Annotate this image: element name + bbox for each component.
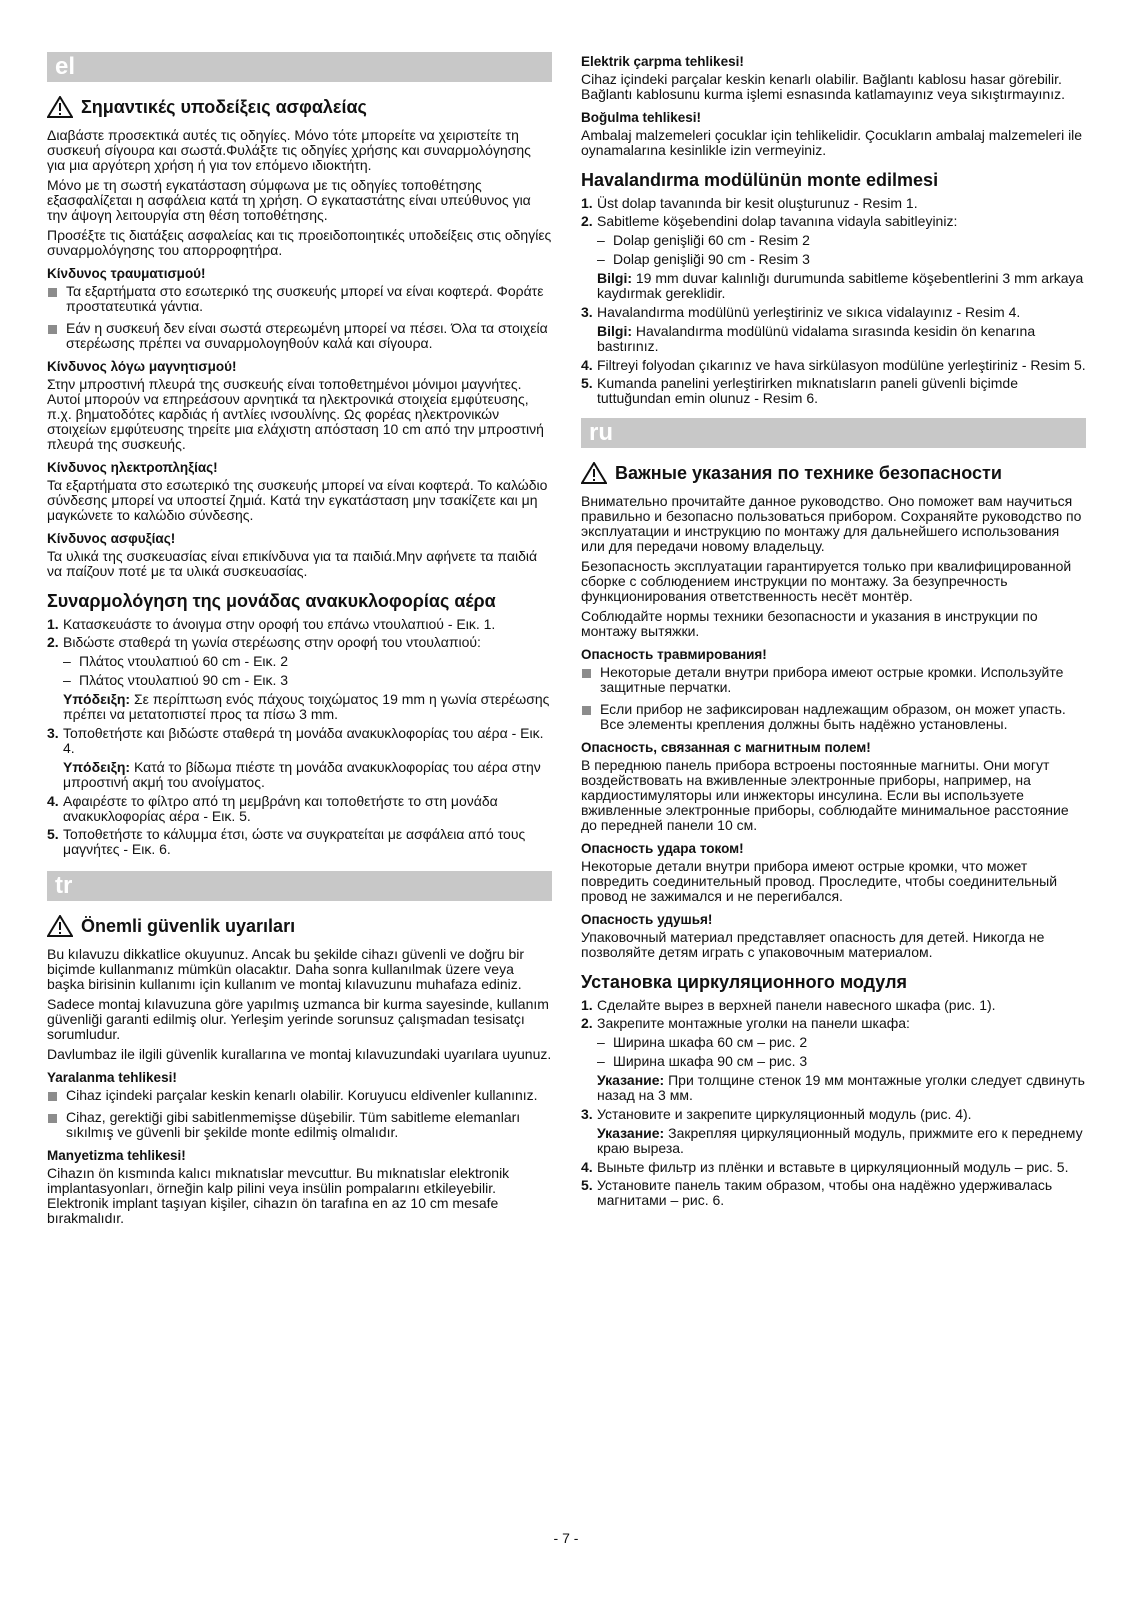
ru-step-2 <box>581 1016 1086 1031</box>
tr-intro-3: Davlumbaz ile ilgili güvenlik kurallarına ve montaj kılavuzundaki uyarılara uyunuz. <box>47 1046 552 1062</box>
ru-step-5 <box>581 1178 1086 1208</box>
left-column <box>47 52 552 1231</box>
ru-shock-text: Некоторые детали внутри прибора имеют острые кромки, что может повредить соединительный провод. Проследите, чтобы соединительный провод не зажимался и не перегибался. <box>581 858 1058 904</box>
el-magnet-text: Στην μπροστινή πλευρά της συσκευής είναι τοποθετημένοι μόνιμοι μαγνήτες. Αυτοί μπορούν να επηρεάσουν αρνητικά τα ηλεκτρονικά στοιχεία εμφύτευσης, π.χ. βηματοδότες καρδιάς ή αντλίες ινσουλίνης. Ως φορέας ηλεκτρονικών στοιχείων εμφύτευσης τηρείτε μια ελάχιστη απόσταση 10 cm από την μπροστινή πλευρά της συσκευής. <box>47 376 544 452</box>
dash-text: Dolap genişliği 60 cm - Resim 2 <box>613 232 810 248</box>
tr-intro-2: Sadece montaj kılavuzuna göre yapılmış uzmanca bir kurma sayesinde, kullanım güvenliği garanti edilmiş olur. Yerleşim yerinde sorunsuz çalışmadan tesisatçı sorumludur. <box>47 996 549 1042</box>
ru-note-1 <box>597 1073 1086 1103</box>
ru-intro-3: Соблюдайте нормы техники безопасности и указания в инструкции по монтажу вытяжки. <box>581 608 1038 639</box>
el-injury-bullet-1 <box>47 284 552 314</box>
tr-injury-title: Yaralanma tehlikesi! <box>47 1070 177 1085</box>
step-text: Установите панель таким образом, чтобы она надёжно удерживалась магнитами – рис. 6. <box>597 1177 1053 1208</box>
step-text: Выньте фильтр из плёнки и вставьте в циркуляционный модуль – рис. 5. <box>597 1159 1069 1175</box>
step-text: Сделайте вырез в верхней панели навесного шкафа (рис. 1). <box>597 997 996 1013</box>
ru-intro-1: Внимательно прочитайте данное руководство. Оно поможет вам научиться правильно и безопасно пользоваться прибором. Сохраняйте руководство по эксплуатации и инструкцию по монтажу для дальнейшего использования или для передачи новому владельцу. <box>581 493 1082 554</box>
dash-mark: – <box>63 653 71 669</box>
step-text: Kumanda panelini yerleştirirken mıknatısların paneli güvenli biçimde tuttuğundan emin olunuz - Resim 6. <box>597 375 1018 406</box>
note-text: Havalandırma modülünü vidalama sırasında kesidin ön kenarına bastırınız. <box>597 323 1036 354</box>
note-text: Σε περίπτωση ενός πάχους τοιχώματος 19 mm η γωνία στερέωσης πρέπει να μετατοπιστεί προς τα πίσω 3 mm. <box>63 691 550 722</box>
el-step-4 <box>47 794 552 824</box>
tr-assembly-title: Havalandırma modülünün monte edilmesi <box>581 170 939 190</box>
ru-magnet-text: В переднюю панель прибора встроены постоянные магниты. Они могут воздействовать на вживленные электронные приборы, например, на кардиостимуляторы или инжекторы инсулина. Если вы используете вживленные электронные приборы, соблюдайте минимальное расстояние до передней панели 10 см. <box>581 757 1069 833</box>
step-number: 4. <box>581 357 593 373</box>
step-number: 4. <box>581 1159 593 1175</box>
ru-step-1 <box>581 998 1086 1013</box>
el-dash-1 <box>63 653 552 669</box>
el-step-2 <box>47 635 552 650</box>
step-text: Üst dolap tavanında bir kesit oluşturunuz - Resim 1. <box>597 195 918 211</box>
ru-suffocation-title: Опасность удушья! <box>581 912 713 927</box>
el-shock-text: Τα εξαρτήματα στο εσωτερικό της συσκευής μπορεί να είναι κοφτερά. Το καλώδιο σύνδεσης μπορεί να υποστεί ζημιά. Κατά την εγκατάσταση μην τσακίζετε και μη μαγκώνετε το καλώδιο σύνδεσης. <box>47 477 548 523</box>
bullet-text: Cihaz, gerektiği gibi sabitlenmemişse düşebilir. Tüm sabitleme elemanları sıkılmış ve güvenli bir şekilde monte edilmiş olmalıdır. <box>66 1109 521 1140</box>
dash-mark: – <box>63 672 71 688</box>
el-injury-title: Κίνδυνος τραυματισμού! <box>47 266 206 281</box>
dash-text: Πλάτος ντουλαπιού 90 cm - Εικ. 3 <box>79 672 289 688</box>
step-number: 5. <box>47 826 59 842</box>
tr-step-2 <box>581 214 1086 229</box>
ru-step-3 <box>581 1107 1086 1122</box>
tr-injury-bullet-1 <box>47 1088 552 1103</box>
step-text: Установите и закрепите циркуляционный модуль (рис. 4). <box>597 1106 972 1122</box>
el-step-5 <box>47 827 552 857</box>
step-number: 2. <box>47 634 59 650</box>
note-text: Закрепляя циркуляционный модуль, прижмите его к переднему краю выреза. <box>597 1125 1083 1156</box>
ru-step-4 <box>581 1160 1086 1175</box>
dash-mark: – <box>597 1034 605 1050</box>
bullet-text: Если прибор не зафиксирован надлежащим образом, он может упасть. Все элементы крепления должны быть надёжно установлены. <box>600 701 1066 732</box>
step-text: Закрепите монтажные уголки на панели шкафа: <box>597 1015 910 1031</box>
tr-step-5 <box>581 376 1086 406</box>
ru-injury-bullet-1 <box>581 665 1086 695</box>
tr-shock-text: Cihaz içindeki parçalar keskin kenarlı olabilir. Bağlantı kablosu hasar görebilir. Bağlantı kablosunu kurma işlemi esnasında katlamayınız veya sıkıştırmayınız. <box>581 71 1065 102</box>
step-text: Αφαιρέστε το φίλτρο από τη μεμβράνη και τοποθετήστε το στη μονάδα ανακυκλοφορίας αέρα - Εικ. 5. <box>63 793 498 824</box>
el-note-1 <box>63 692 552 722</box>
el-step-3 <box>47 726 552 756</box>
step-text: Βιδώστε σταθερά τη γωνία στερέωσης στην οροφή του ντουλαπιού: <box>63 634 481 650</box>
tr-note-2 <box>597 324 1086 354</box>
step-number: 3. <box>581 304 593 320</box>
ru-injury-bullet-2 <box>581 702 1086 732</box>
bullet-text: Τα εξαρτήματα στο εσωτερικό της συσκευής μπορεί να είναι κοφτερά. Φοράτε προστατευτικά γάντια. <box>66 283 544 314</box>
ru-dash-1 <box>597 1034 1086 1050</box>
note-label: Υπόδειξη: <box>63 691 131 707</box>
bullet-square-icon <box>48 288 57 297</box>
step-text: Τοποθετήστε το κάλυμμα έτσι, ώστε να συγκρατείται με ασφάλεια από τους μαγνήτες - Εικ. 6. <box>63 826 526 857</box>
step-text: Sabitleme köşebendini dolap tavanına vidayla sabitleyiniz: <box>597 213 958 229</box>
bullet-text: Некоторые детали внутри прибора имеют острые кромки. Используйте защитные перчатки. <box>600 664 1064 695</box>
note-text: При толщине стенок 19 мм монтажные уголки следует сдвинуть назад на 3 мм. <box>597 1072 1085 1103</box>
step-number: 4. <box>47 793 59 809</box>
note-label: Указание: <box>597 1125 665 1141</box>
step-number: 2. <box>581 213 593 229</box>
page-number: - 7 - <box>553 1530 579 1546</box>
dash-text: Ширина шкафа 90 см – рис. 3 <box>613 1053 808 1069</box>
ru-suffocation-text: Упаковочный материал представляет опасность для детей. Никогда не позволяйте детям играть с упаковочным материалом. <box>581 929 1045 960</box>
el-suffocation-title: Κίνδυνος ασφυξίας! <box>47 531 176 546</box>
tr-safety-heading <box>47 915 552 937</box>
bullet-square-icon <box>48 325 57 334</box>
note-text: 19 mm duvar kalınlığı durumunda sabitleme köşebentlerini 3 mm arkaya kaydırmak gereklidir. <box>597 270 1084 301</box>
ru-magnet-title: Опасность, связанная с магнитным полем! <box>581 740 871 755</box>
note-label: Указание: <box>597 1072 665 1088</box>
el-dash-2 <box>63 672 552 688</box>
dash-mark: – <box>597 1053 605 1069</box>
el-assembly-title: Συναρμολόγηση της μονάδας ανακυκλοφορίας αέρα <box>47 591 496 611</box>
note-label: Bilgi: <box>597 323 632 339</box>
tr-magnet-title: Manyetizma tehlikesi! <box>47 1148 186 1163</box>
right-column <box>581 54 1086 1211</box>
warning-icon <box>47 96 73 118</box>
bullet-square-icon <box>48 1114 57 1123</box>
tr-injury-bullet-2 <box>47 1110 552 1140</box>
bullet-text: Cihaz içindeki parçalar keskin kenarlı olabilir. Koruyucu eldivenler kullanınız. <box>66 1087 538 1103</box>
bullet-text: Εάν η συσκευή δεν είναι σωστά στερεωμένη μπορεί να πέσει. Όλα τα στοιχεία στερέωσης πρέπει να συναρμολογηθούν καλά και σίγουρα. <box>66 320 548 351</box>
step-text: Κατασκευάστε το άνοιγμα στην οροφή του επάνω ντουλαπιού - Εικ. 1. <box>63 616 496 632</box>
ru-shock-title: Опасность удара током! <box>581 841 744 856</box>
bullet-square-icon <box>48 1092 57 1101</box>
el-intro-1: Διαβάστε προσεκτικά αυτές τις οδηγίες. Μόνο τότε μπορείτε να χειριστείτε τη συσκευή σίγουρα και σωστά.Φυλάξτε τις οδηγίες χρήσης και συναρμολόγησης για μια αργότερη χρήση ή για τον επόμενο ιδιοκτήτη. <box>47 127 531 173</box>
tr-note-1 <box>597 271 1086 301</box>
el-step-1 <box>47 617 552 632</box>
lang-bar-el: el <box>47 52 552 82</box>
step-text: Filtreyi folyodan çıkarınız ve hava sirkülasyon modülüne yerleştiriniz - Resim 5. <box>597 357 1086 373</box>
el-note-2 <box>63 760 552 790</box>
step-number: 5. <box>581 375 593 391</box>
dash-mark: – <box>597 251 605 267</box>
el-injury-bullet-2 <box>47 321 552 351</box>
tr-suffocation-title: Boğulma tehlikesi! <box>581 110 702 125</box>
el-magnet-title: Κίνδυνος λόγω μαγνητισμού! <box>47 359 237 374</box>
tr-dash-2 <box>597 251 1086 267</box>
lang-bar-tr: tr <box>47 871 552 901</box>
step-text: Havalandırma modülünü yerleştiriniz ve sıkıca vidalayınız - Resim 4. <box>597 304 1021 320</box>
tr-step-4 <box>581 358 1086 373</box>
step-number: 1. <box>581 195 593 211</box>
el-intro-2: Μόνο με τη σωστή εγκατάσταση σύμφωνα με τις οδηγίες τοποθέτησης εξασφαλίζεται η ασφάλεια κατά τη χρήση. Ο εγκαταστάτης είναι υπεύθυνος για την άψογη λειτουργία στη θέση τοποθέτησης. <box>47 177 531 223</box>
tr-shock-title: Elektrik çarpma tehlikesi! <box>581 54 744 69</box>
bullet-square-icon <box>582 706 591 715</box>
ru-intro-2: Безопасность эксплуатации гарантируется только при квалифицированной сборке с соблюдением инструкции по монтажу. За безупречность функционирования ответственность несёт монтёр. <box>581 558 1072 604</box>
dash-text: Πλάτος ντουλαπιού 60 cm - Εικ. 2 <box>79 653 289 669</box>
warning-icon <box>47 915 73 937</box>
el-intro-3: Προσέξτε τις διατάξεις ασφαλείας και τις προειδοποιητικές υποδείξεις στις οδηγίες συναρμολόγησης του απορροφητήρα. <box>47 227 552 258</box>
tr-safety-title: Önemli güvenlik uyarıları <box>81 916 296 936</box>
ru-dash-2 <box>597 1053 1086 1069</box>
ru-assembly-title: Установка циркуляционного модуля <box>581 972 908 992</box>
tr-dash-1 <box>597 232 1086 248</box>
tr-step-3 <box>581 305 1086 320</box>
note-label: Υπόδειξη: <box>63 759 131 775</box>
step-number: 1. <box>47 616 59 632</box>
lang-bar-ru: ru <box>581 418 1086 448</box>
step-number: 2. <box>581 1015 593 1031</box>
bullet-square-icon <box>582 669 591 678</box>
dash-mark: – <box>597 232 605 248</box>
tr-step-1 <box>581 196 1086 211</box>
ru-safety-heading <box>581 462 1086 484</box>
dash-text: Dolap genişliği 90 cm - Resim 3 <box>613 251 810 267</box>
ru-safety-title: Важные указания по технике безопасности <box>615 463 1002 483</box>
step-number: 3. <box>47 725 59 741</box>
tr-suffocation-text: Ambalaj malzemeleri çocuklar için tehlikelidir. Çocukların ambalaj malzemeleri ile oynamalarına kesinlikle izin vermeyiniz. <box>581 127 1083 158</box>
step-number: 1. <box>581 997 593 1013</box>
el-safety-title: Σημαντικές υποδείξεις ασφαλείας <box>81 97 367 117</box>
dash-text: Ширина шкафа 60 см – рис. 2 <box>613 1034 808 1050</box>
step-number: 5. <box>581 1177 593 1193</box>
tr-intro-1: Bu kılavuzu dikkatlice okuyunuz. Ancak bu şekilde cihazı güvenli ve doğru bir biçimde kullanmanız mümkün olacaktır. Daha sonra kullanılmak üzere veya başka birisinin kullanımı için kullanım ve montaj kılavuzunu muhafaza ediniz. <box>47 946 525 992</box>
step-number: 3. <box>581 1106 593 1122</box>
tr-magnet-text: Cihazın ön kısmında kalıcı mıknatıslar mevcuttur. Bu mıknatıslar elektronik implantasyonları, örneğin kalp pilini veya insülin pompalarını etkileyebilir. Elektronik implant taşıyan kişiler, cihazın ön tarafına en az 10 cm mesafe bırakmalıdır. <box>47 1165 510 1226</box>
step-text: Τοποθετήστε και βιδώστε σταθερά τη μονάδα ανακυκλοφορίας του αέρα - Εικ. 4. <box>63 725 544 756</box>
warning-icon <box>581 462 607 484</box>
ru-injury-title: Опасность травмирования! <box>581 647 767 662</box>
note-text: Κατά το βίδωμα πιέστε τη μονάδα ανακυκλοφορίας του αέρα στην μπροστινή ακμή του ανοίγματος. <box>63 759 541 790</box>
el-suffocation-text: Τα υλικά της συσκευασίας είναι επικίνδυνα για τα παιδιά.Μην αφήνετε τα παιδιά να παίζουν ποτέ με τα υλικά συσκευασίας. <box>47 548 538 579</box>
el-shock-title: Κίνδυνος ηλεκτροπληξίας! <box>47 460 218 475</box>
ru-note-2 <box>597 1126 1086 1156</box>
note-label: Bilgi: <box>597 270 632 286</box>
el-safety-heading <box>47 96 552 118</box>
